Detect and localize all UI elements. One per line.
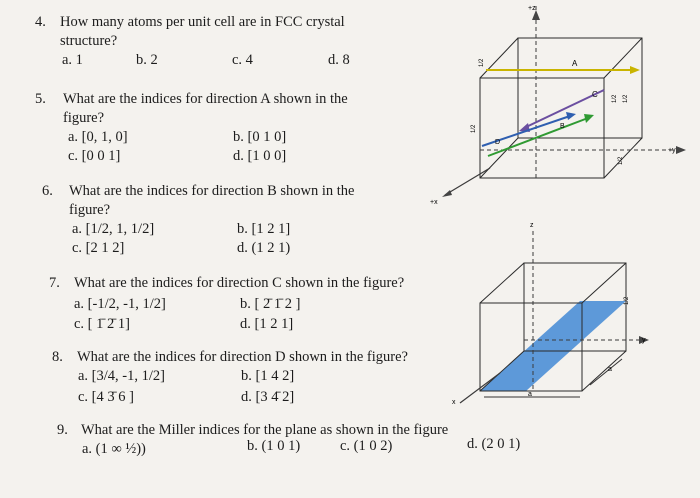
x-axis-line: [445, 168, 490, 195]
fraction-half: 1/2: [624, 296, 630, 305]
y-axis-label: y: [642, 337, 646, 344]
option-d[interactable]: d. 8: [328, 52, 350, 68]
question-text-line2: figure?: [69, 202, 111, 218]
option-b[interactable]: b. [0 1 0]: [233, 129, 287, 145]
question-text-line1: What are the indices for direction C shown in the figure?: [74, 275, 405, 291]
option-b[interactable]: b. (1 0 1): [247, 438, 301, 454]
fraction-half-top: 1/2: [479, 58, 485, 67]
option-a[interactable]: a. [0, 1, 0]: [68, 129, 128, 145]
direction-a-arrowhead: [630, 66, 640, 74]
dimension-a-side: [590, 359, 622, 385]
option-b[interactable]: b. [1 2 1]: [237, 221, 291, 237]
option-a[interactable]: a. (1 ∞ ½)): [82, 441, 146, 457]
option-b[interactable]: b. [1 4 2]: [241, 368, 295, 384]
question-number: 5.: [35, 91, 46, 107]
direction-b-label: B: [560, 123, 565, 130]
option-d[interactable]: d. (2 0 1): [467, 436, 521, 452]
z-axis-label: +z: [528, 5, 536, 12]
option-c[interactable]: c. [0 0 1]: [68, 148, 121, 164]
fraction-c-1: 1/2: [612, 94, 618, 103]
question-number: 7.: [49, 275, 60, 291]
option-c[interactable]: c. 4: [232, 52, 253, 68]
question-text-line1: What are the indices for direction A shown in the: [63, 91, 348, 107]
question-text-line1: What are the Miller indices for the plane as shown in the figure: [81, 422, 449, 438]
question-text-line2: structure?: [60, 33, 118, 49]
fraction-c-2: 1/2: [623, 94, 629, 103]
question-text-line1: How many atoms per unit cell are in FCC crystal: [60, 14, 345, 30]
option-c[interactable]: c. [2 1 2]: [72, 240, 125, 256]
question-number: 6.: [42, 183, 53, 199]
fraction-half-right: 1/2: [618, 156, 624, 165]
option-a[interactable]: a. [3/4, -1, 1/2]: [78, 368, 165, 384]
option-a[interactable]: a. 1: [62, 52, 83, 68]
option-c[interactable]: c. [4 3̄ 6 ]: [78, 389, 134, 405]
option-d[interactable]: d. (1 2 1): [237, 240, 291, 256]
fraction-half-left: 1/2: [471, 124, 477, 133]
direction-d-label: D: [495, 139, 501, 146]
direction-b-arrowhead: [584, 114, 594, 123]
z-axis-label: z: [530, 222, 534, 229]
direction-d-arrowhead: [566, 112, 576, 120]
dimension-a-bottom-label: a: [528, 391, 532, 398]
direction-c-label: C: [592, 90, 598, 99]
question-number: 4.: [35, 14, 46, 30]
question-text-line1: What are the indices for direction D shown in the figure?: [77, 349, 408, 365]
x-axis-label: +x: [430, 199, 438, 206]
y-axis-label: +y: [668, 147, 676, 154]
figure-directions-cube: [420, 0, 700, 215]
option-b[interactable]: b. [ 2̄ 1̄ 2 ]: [240, 296, 301, 312]
option-d[interactable]: d. [1 0 0]: [233, 148, 287, 164]
question-number: 8.: [52, 349, 63, 365]
option-b[interactable]: b. 2: [136, 52, 158, 68]
dimension-a-side-label: a: [608, 366, 612, 373]
figure-plane-cube: [440, 215, 700, 415]
question-number: 9.: [57, 422, 68, 438]
option-d[interactable]: d. [3 4̄ 2]: [241, 389, 295, 405]
shaded-plane: [480, 301, 626, 391]
option-c[interactable]: c. (1 0 2): [340, 438, 393, 454]
option-a[interactable]: a. [1/2, 1, 1/2]: [72, 221, 155, 237]
cube-front-face: [480, 78, 604, 178]
question-text-line1: What are the indices for direction B shown in the: [69, 183, 355, 199]
option-c[interactable]: c. [ 1̄ 2̄ 1]: [74, 316, 130, 332]
option-a[interactable]: a. [-1/2, -1, 1/2]: [74, 296, 166, 312]
x-axis-label: x: [452, 399, 456, 406]
option-d[interactable]: d. [1 2 1]: [240, 316, 294, 332]
direction-a-label: A: [572, 59, 578, 68]
question-text-line2: figure?: [63, 110, 105, 126]
y-axis-arrowhead: [676, 146, 686, 154]
